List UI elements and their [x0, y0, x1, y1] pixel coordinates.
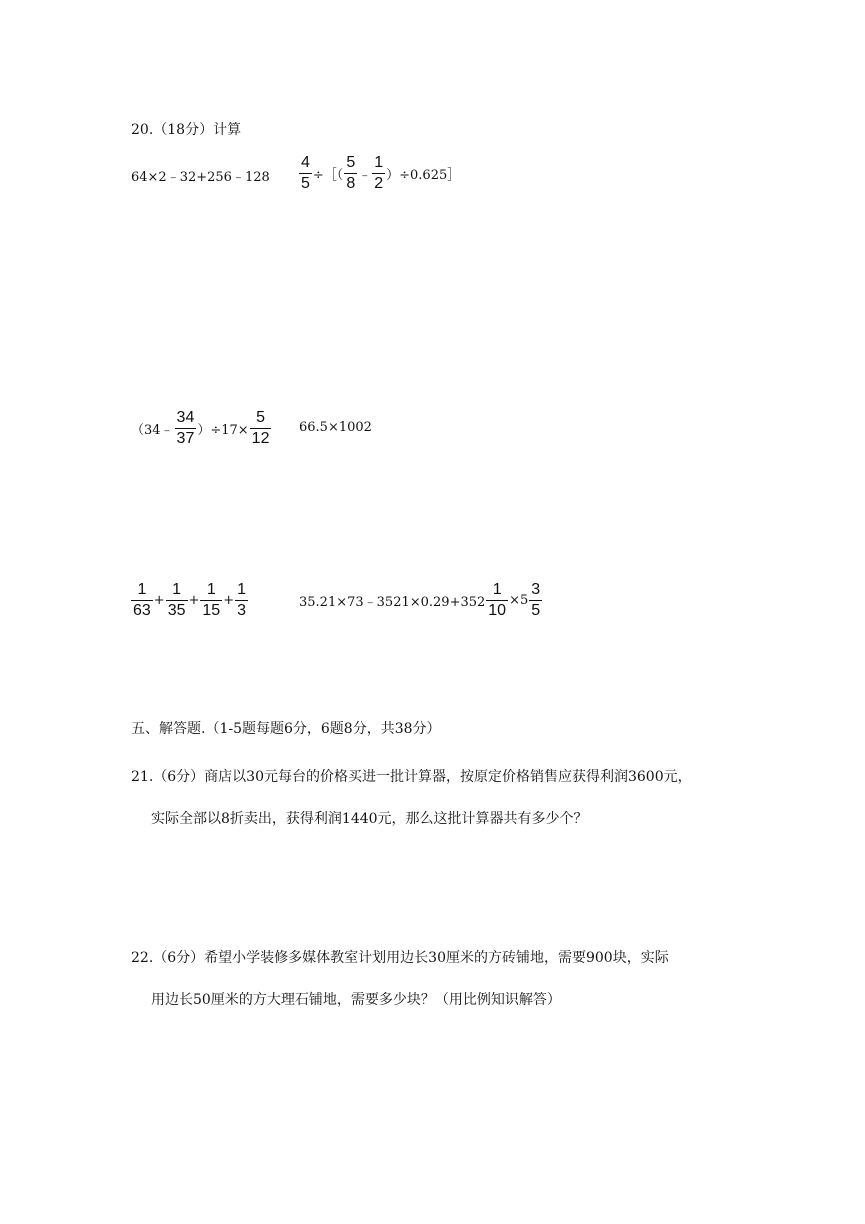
q20-expr-5: $\frac{1}{63}$ + $\frac{1}{35}$ + $\frac{1}{15}$ + $\frac{1}{3}$ [133, 581, 247, 619]
fraction: $\frac{1}{3}$ [237, 581, 247, 619]
fraction: $\frac{1}{35}$ [167, 581, 186, 619]
q22-line-1: 22.（6分）希望小学装修多媒体教室计划用边长30厘米的方砖铺地，需要900块，实际 [131, 950, 669, 966]
q20-header: 20.（18分）计算 [131, 122, 242, 138]
fraction: $\frac{3}{5}$ [531, 581, 541, 619]
fraction: $\frac{4}{5}$ [301, 154, 310, 192]
fraction: $\frac{1}{2}$ [374, 154, 384, 192]
section-5-header: 五、解答题.（1-5题每题6分，6题8分，共38分） [131, 721, 441, 737]
fraction: $\frac{1}{15}$ [202, 581, 221, 619]
q20-expr-3: （34﹣ $\frac{34}{37}$ ）÷17× $\frac{5}{12}$ [131, 409, 270, 447]
q22-line-2: 用边长50厘米的方大理石铺地，需要多少块？（用比例知识解答） [151, 992, 561, 1008]
fraction: $\frac{1}{10}$ [488, 581, 507, 619]
fraction: $\frac{1}{63}$ [133, 581, 151, 619]
q20-expr-4: 66.5×1002 [299, 420, 372, 435]
q21-line-1: 21.（6分）商店以30元每台的价格买进一批计算器，按原定价格销售应获得利润3600元， [131, 769, 692, 785]
q20-expr-2: $\frac{4}{5}$ ÷［（ $\frac{5}{8}$ ﹣ $\frac{1}{2}$ ）÷0.625］ [301, 154, 461, 192]
fraction: $\frac{34}{37}$ [176, 409, 195, 447]
q21-line-2: 实际全部以8折卖出，获得利润1440元，那么这批计算器共有多少个？ [151, 811, 588, 827]
fraction: $\frac{5}{8}$ [346, 154, 356, 192]
q20-expr-6: 35.21×73﹣3521×0.29+352 $\frac{1}{10}$ ×5 $\frac{3}{5}$ [299, 581, 541, 619]
fraction: $\frac{5}{12}$ [251, 409, 270, 447]
q20-expr-1: 64×2﹣32+256﹣128 [131, 170, 270, 185]
